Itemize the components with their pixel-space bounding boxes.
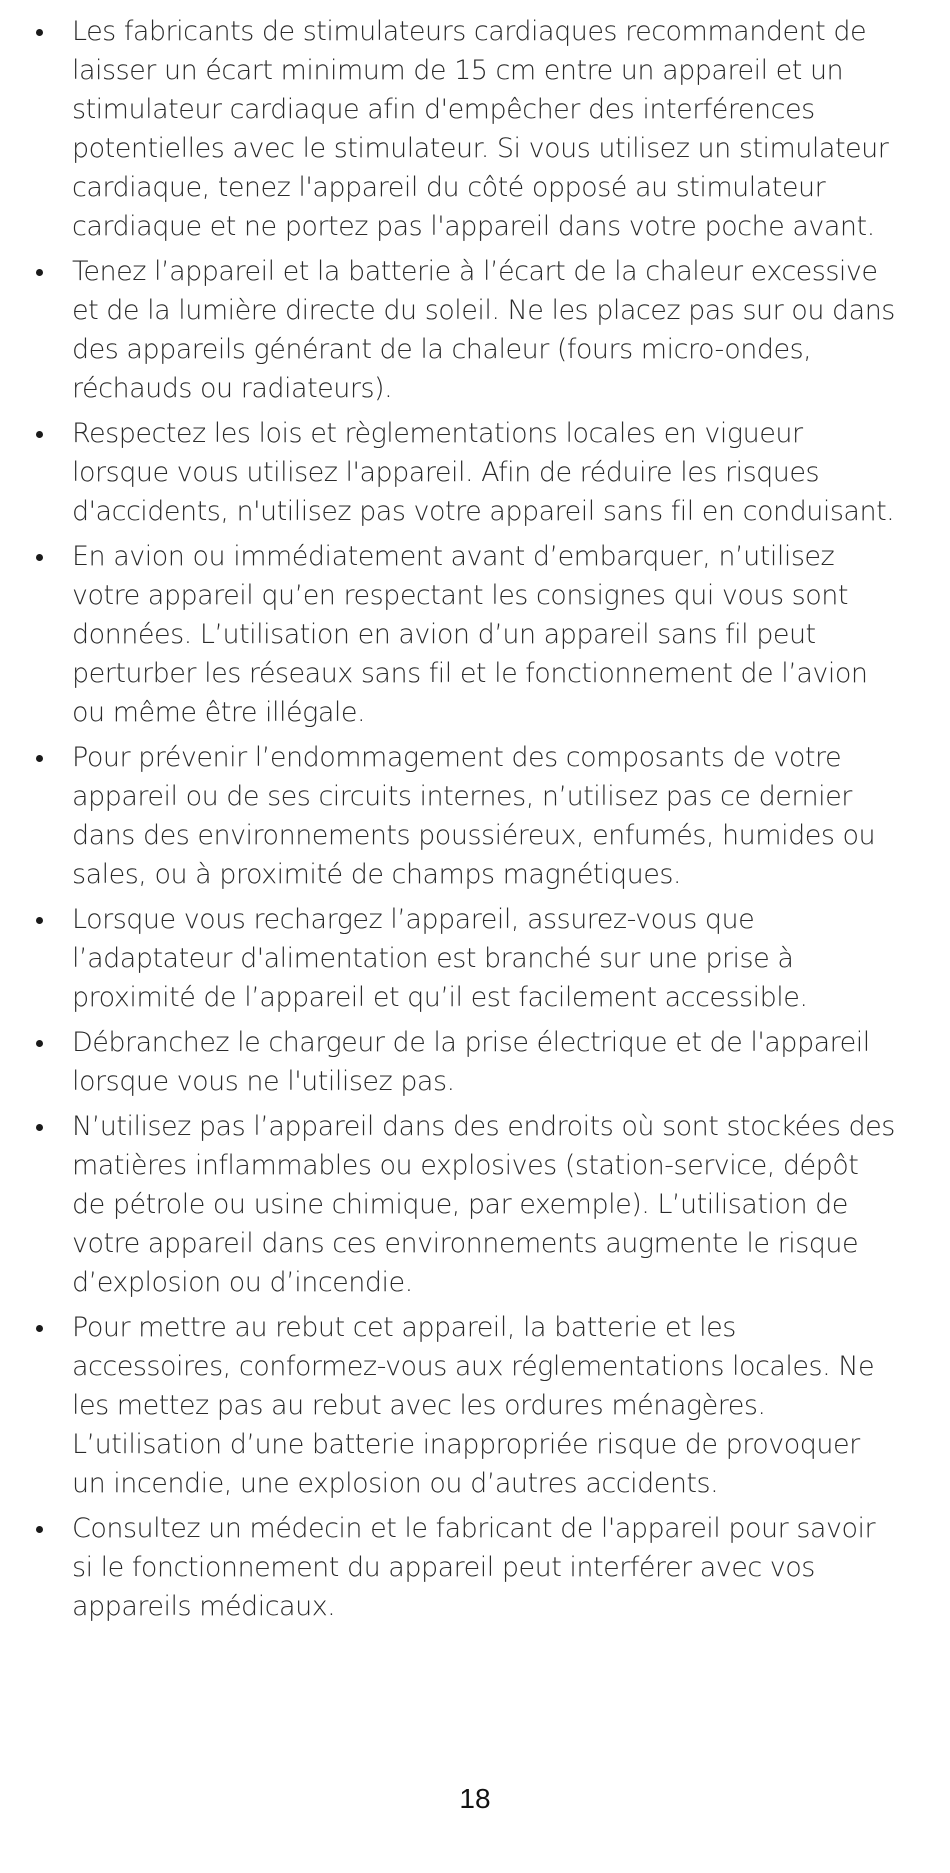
list-item (36, 900, 896, 1017)
bullet-icon (36, 1040, 43, 1047)
bullet-icon (36, 755, 43, 762)
bullet-icon (36, 1325, 43, 1332)
list-item (36, 12, 896, 246)
list-item-text: N’utilisez pas l’appareil dans des endroits où sont stockées des matières inflammables ou explosives (station-service, dépôt de pétrole ou usine chimique, par exemple). L’utilisation de votre appareil dans ces environnements augmente le risque d’explosion ou d’incendie. (72, 1111, 895, 1298)
list-item-text: Lorsque vous rechargez l’appareil, assurez-vous que l’adaptateur d'alimentation est branché sur une prise à proximité de l’appareil et qu’il est facilement accessible. (72, 904, 808, 1013)
bullet-icon (36, 431, 43, 438)
list-item (36, 1509, 896, 1626)
page-number: 18 (459, 1783, 491, 1814)
bullet-icon (36, 1526, 43, 1533)
list-item-text: Pour mettre au rebut cet appareil, la batterie et les accessoires, conformez-vous aux réglementations locales. Ne les mettez pas au rebut avec les ordures ménagères. L’utilisation d’une batterie inappropriée risque de provoquer un incendie, une explosion ou d’autres accidents. (72, 1312, 875, 1499)
list-item (36, 414, 896, 531)
bullet-icon (36, 29, 43, 36)
list-item (36, 1308, 896, 1503)
list-item-text: Débranchez le chargeur de la prise électrique et de l'appareil lorsque vous ne l'utilisez pas. (72, 1027, 870, 1097)
list-item (36, 1023, 896, 1101)
bullet-icon (36, 917, 43, 924)
safety-instructions-list (36, 12, 896, 1626)
list-item-text: Consultez un médecin et le fabricant de l'appareil pour savoir si le fonctionnement du appareil peut interférer avec vos appareils médicaux. (72, 1513, 876, 1622)
bullet-icon (36, 554, 43, 561)
list-item-text: Pour prévenir l’endommagement des composants de votre appareil ou de ses circuits internes, n’utilisez pas ce dernier dans des environnements poussiéreux, enfumés, humides ou sales, ou à proximité de champs magnétiques. (72, 742, 876, 890)
list-item (36, 1107, 896, 1302)
list-item-text: Les fabricants de stimulateurs cardiaques recommandent de laisser un écart minimum de 15 cm entre un appareil et un stimulateur cardiaque afin d'empêcher des interférences potentielles avec le stimulateur. Si vous utilisez un stimulateur cardiaque, tenez l'appareil du côté opposé au stimulateur cardiaque et ne portez pas l'appareil dans votre poche avant. (72, 16, 889, 242)
list-item (36, 537, 896, 732)
list-item (36, 252, 896, 408)
list-item-text: Respectez les lois et règlementations locales en vigueur lorsque vous utilisez l'appareil. Afin de réduire les risques d'accidents, n'utilisez pas votre appareil sans fil en conduisant. (72, 418, 895, 527)
list-item-text: En avion ou immédiatement avant d’embarquer, n’utilisez votre appareil qu’en respectant les consignes qui vous sont données. L’utilisation en avion d’un appareil sans fil peut perturber les réseaux sans fil et le fonctionnement de l’avion ou même être illégale. (72, 541, 868, 728)
list-item-text: Tenez l’appareil et la batterie à l’écart de la chaleur excessive et de la lumière directe du soleil. Ne les placez pas sur ou dans des appareils générant de la chaleur (fours micro-ondes, réchauds ou radiateurs). (72, 256, 895, 404)
bullet-icon (36, 1124, 43, 1131)
page-content (36, 12, 896, 1632)
bullet-icon (36, 269, 43, 276)
list-item (36, 738, 896, 894)
